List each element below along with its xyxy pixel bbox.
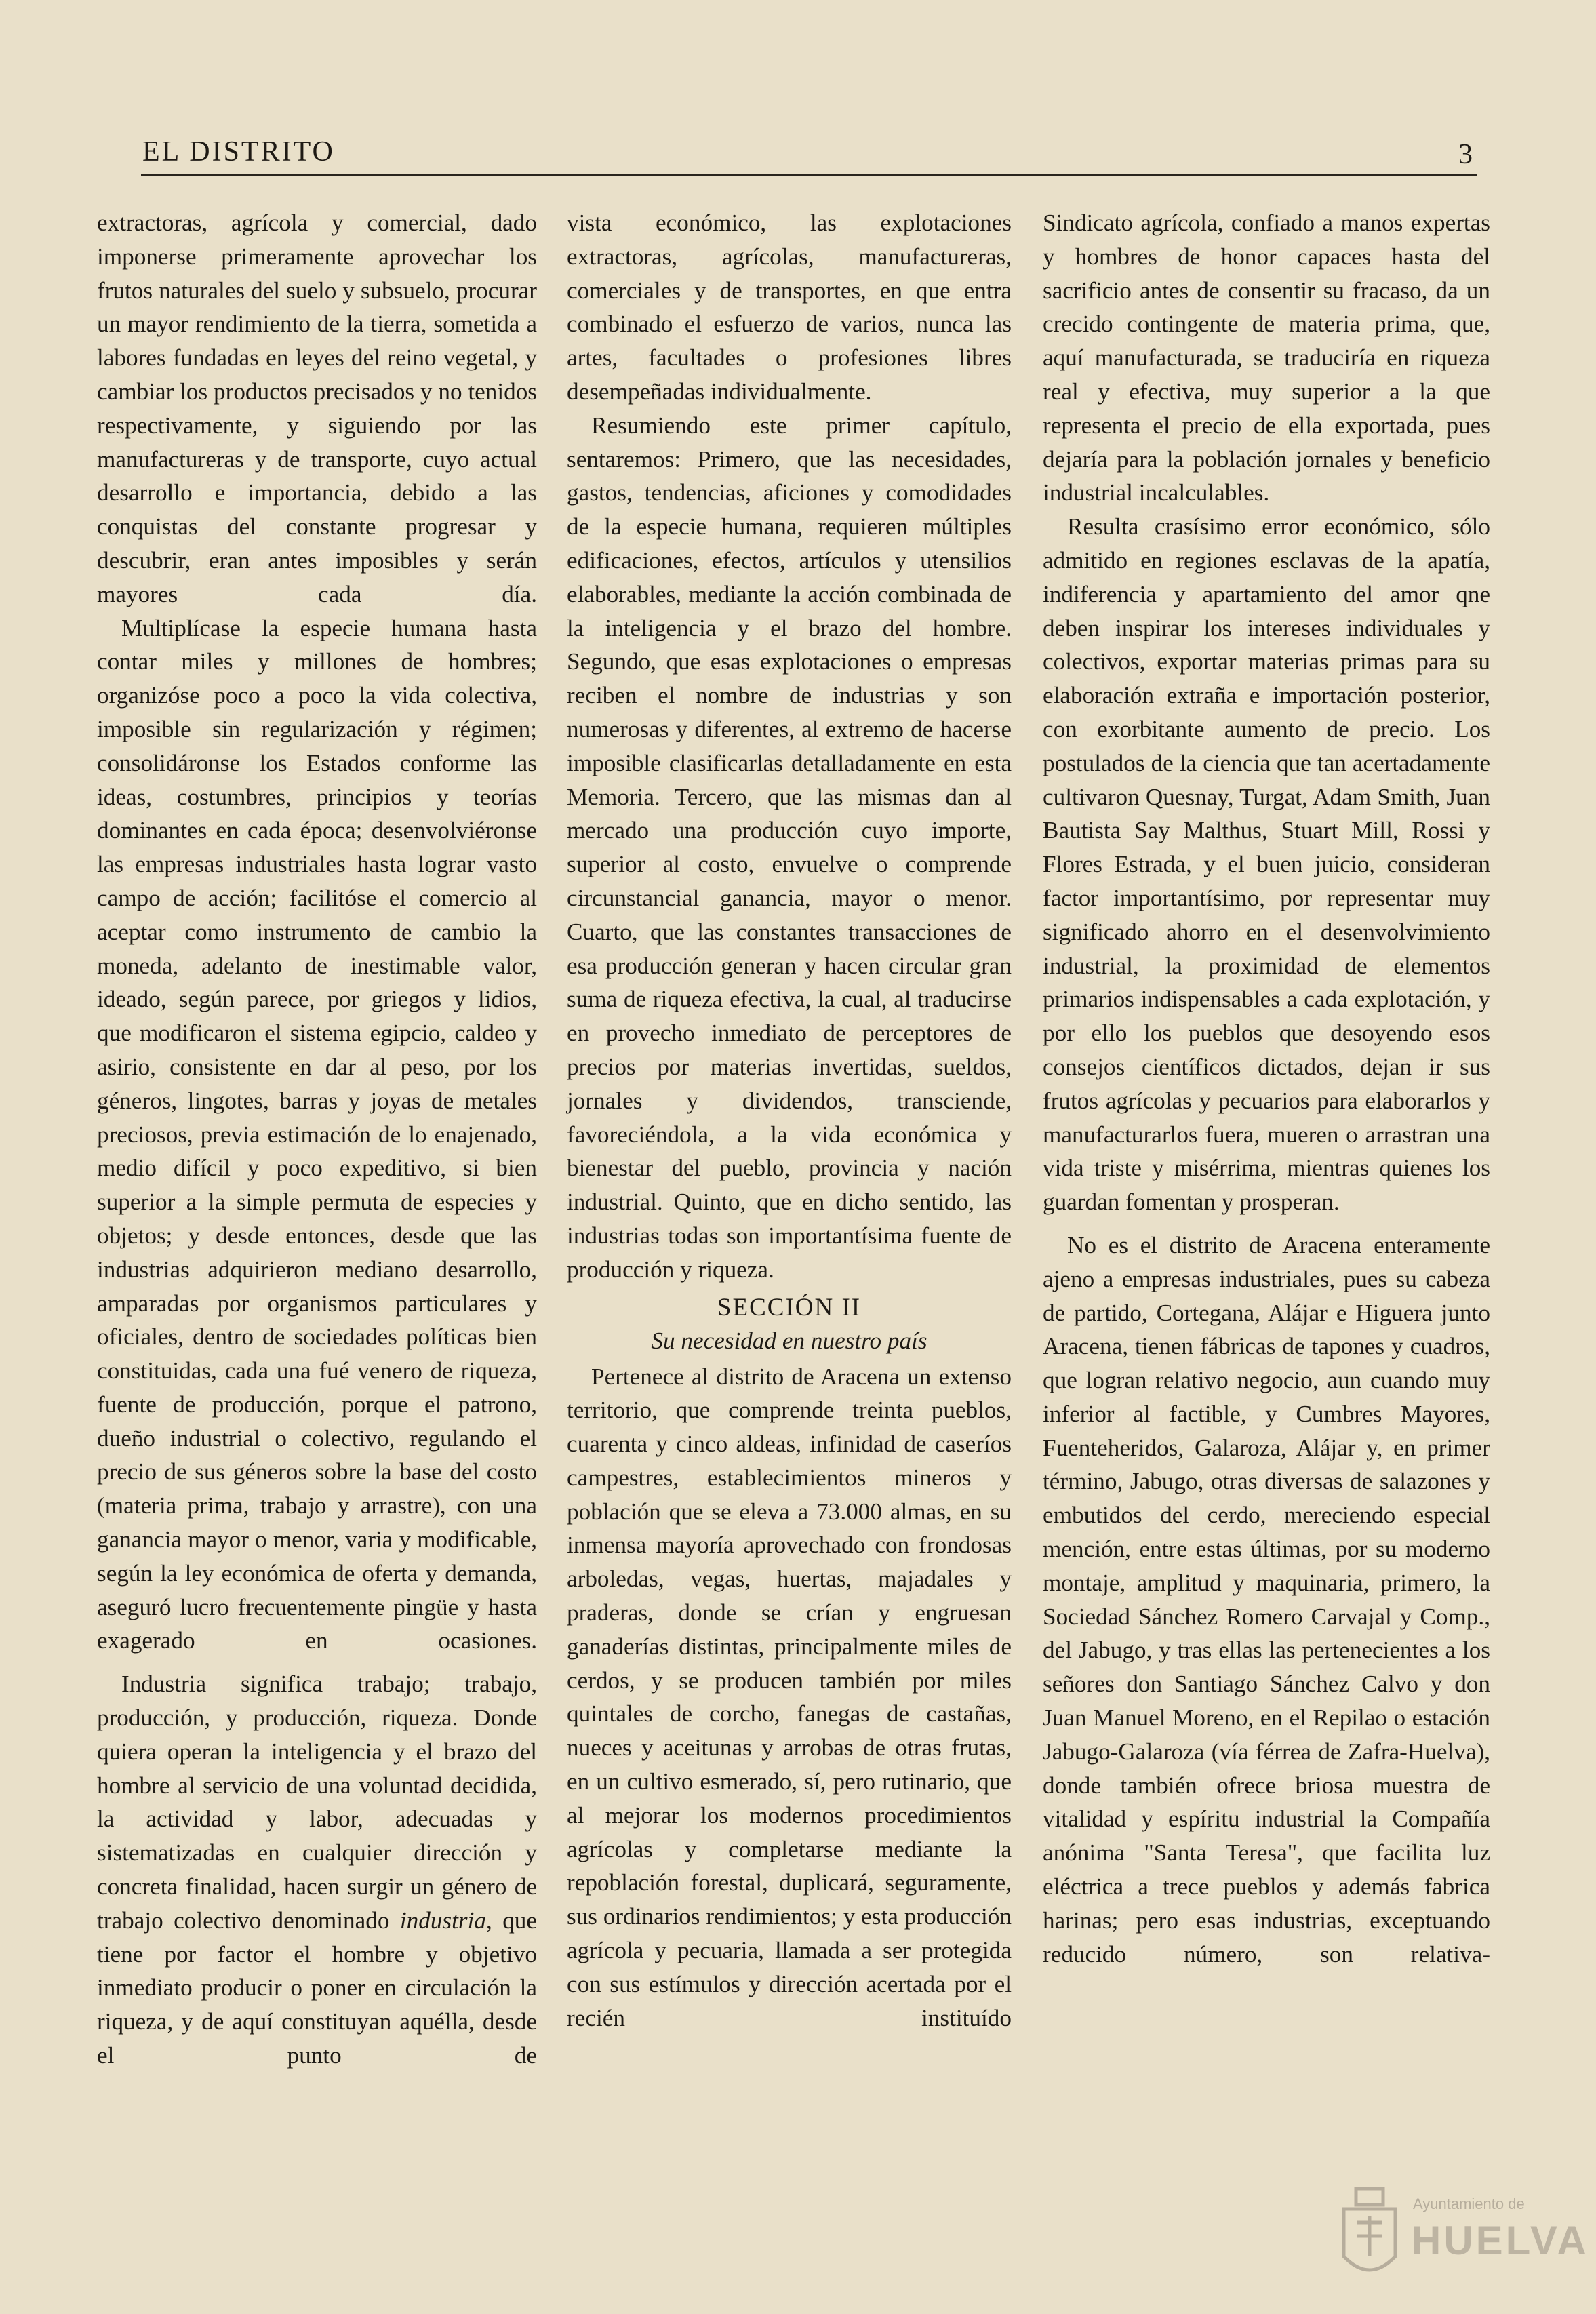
paragraph: vista económico, las explotaciones extractoras, agrícolas, manufactureras, comerciales y de transportes, en que entra combinado el esfuerzo de varios, nunca las artes, facultades o profesiones libres desempeñadas individualmente.	[567, 210, 1012, 405]
paragraph: extractoras, agrícola y comercial, dado imponerse primeramente aprovechar los frutos naturales del suelo y subsuelo, procurar un mayor rendimiento de la tierra, sometida a labores fundadas en leyes del reino vegetal, y cambiar los productos precisados y no tenidos respectivamente, y siguiendo por las manufactureras y de transporte, cuyo actual desarrollo e importancia, debido a las conquistas del constante progresar y descubrir, eran antes imposibles y serán mayores cada día.	[97, 210, 537, 607]
text-column-2	[567, 206, 1012, 2035]
paragraph-text: , que tiene por factor el hombre y objetivo inmediato producir o poner en circulación la riqueza, y de aquí constituyan aquélla, desde el punto de	[97, 1907, 537, 2069]
paragraph-text: Industria significa trabajo; trabajo, producción, y producción, riqueza. Donde quiera operan la inteligencia y el brazo del hombre al servicio de una voluntad decidida, la actividad y labor, adecuadas y sistematizadas en cualquier dirección y concreta finalidad, hacen surgir un género de trabajo colectivo denominado	[97, 1671, 537, 1934]
running-title: EL DISTRITO	[142, 136, 335, 167]
watermark-logo	[1337, 2170, 1589, 2305]
paragraph	[97, 1667, 537, 2073]
page-number: 3	[1458, 139, 1473, 170]
paragraph: Sindicato agrícola, confiado a manos expertas y hombres de honor capaces hasta del sacrificio antes de consentir su fracaso, da un crecido contingente de materia prima, que, aquí manufacturada, se traduciría en riqueza real y efectiva, muy superior a la que representa el precio de ella exportada, pues dejaría para la población jornales y beneficio industrial incalculables.	[1043, 210, 1490, 506]
paragraph: Resumiendo este primer capítulo, sentaremos: Primero, que las necesidades, gastos, tendencias, aficiones y comodidades de la especie humana, requieren múltiples edificaciones, efectos, artículos y utensilios elaborables, mediante la acción combinada de la inteligencia y el brazo del hombre. Segundo, que esas explotaciones o empresas reciben el nombre de industrias y son numerosas y diferentes, al extremo de hacerse imposible clasificarlas detalladamente en esta Memoria. Tercero, que las mismas dan al mercado una producción cuyo importe, superior al costo, envuelve o comprende circunstancial ganancia, mayor o menor. Cuarto, que las constantes transacciones de esa producción generan y hacen circular gran suma de riqueza efectiva, la cual, al traducirse en provecho inmediato de perceptores de precios por materias invertidas, sueldos, jornales y dividendos, transciende, favoreciéndola, a la vida económica y bienestar del pueblo, provincia y nación industrial. Quinto, que en dicho sentido, las industrias todas son importantísima fuente de producción y riqueza.	[567, 412, 1012, 1283]
text-column-1	[97, 206, 537, 2073]
watermark-text-main: HUELVA	[1412, 2218, 1589, 2263]
paragraph: Resulta crasísimo error económico, sólo admitido en regiones esclavas de la apatía, indiferencia y apartamiento del amor qne deben inspirar los intereses individuales y colectivos, exportar materias primas para su elaboración extraña e importación posterior, con exorbitante aumento de precio. Los postulados de la ciencia que tan acertadamente cultivaron Quesnay, Turgat, Adam Smith, Juan Bautista Say Malthus, Stuart Mill, Rossi y Flores Estrada, y el buen juicio, consideran factor importantísimo, por representar muy significado ahorro en el desenvolvimiento industrial, la proximidad de elementos primarios indispensables a cada explotación, y por ello los pueblos que desoyendo esos consejos científicos dictados, dejan ir sus frutos agrícolas y pecuarios para elaborarlos y manufacturarlos fuera, mueren o arrastran una vida triste y misérrima, mientras quienes los guardan fomentan y prosperan.	[1043, 513, 1490, 1216]
coat-of-arms-icon	[1337, 2182, 1402, 2283]
watermark-text-top: Ayuntamiento de	[1413, 2195, 1525, 2212]
italic-term: industria	[399, 1907, 486, 1934]
section-subtitle: Su necesidad en nuestro país	[651, 1327, 927, 1354]
paragraph: Pertenece al distrito de Aracena un extenso territorio, que comprende treinta pueblos, cuarenta y cinco aldeas, infinidad de caseríos campestres, establecimientos mineros y población que se eleva a 73.000 almas, en su inmensa mayoría aprovechado con frondosas arboledas, vegas, huertas, majadales y praderas, donde se crían y engruesan ganaderías distintas, principalmente miles de cerdos, y se producen también por miles quintales de corcho, fanegas de castañas, nueces y aceitunas y arrobas de otras frutas, en un cultivo esmerado, sí, pero rutinario, que al mejorar los modernos procedimientos agrícolas y completarse mediante la repoblación forestal, duplicará, seguramente, sus ordinarios rendimientos; y esta producción agrícola y pecuaria, llamada a ser protegida con sus estímulos y dirección acertada por el recién instituído	[567, 1363, 1012, 2031]
page-header	[141, 133, 1477, 176]
paragraph: No es el distrito de Aracena enteramente ajeno a empresas industriales, pues su cabeza de partido, Cortegana, Alájar e Higuera junto Aracena, tienen fábricas de tapones y cuadros, que logran relativo negocio, aun cuando muy inferior al factible, y Cumbres Mayores, Fuenteheridos, Galaroza, Alájar y, en primer término, Jabugo, otras diversas de salazones y embutidos del cerdo, mereciendo especial mención, entre estas últimas, por su moderno montaje, amplitud y maquinaria, primero, la Sociedad Sánchez Romero Carvajal y Comp., del Jabugo, y tras ellas las pertenecientes a los señores don Santiago Sánchez Calvo y don Juan Manuel Moreno, en el Repilao o estación Jabugo-Galaroza (vía férrea de Zafra-Huelva), donde también ofrece briosa muestra de vitalidad y espíritu industrial la Compañía anónima "Santa Teresa", que facilita luz eléctrica a trece pueblos y además fabrica harinas; pero esas industrias, exceptuando reducido número, son relativa-	[1043, 1231, 1490, 1968]
paragraph: Multiplícase la especie humana hasta contar miles y millones de hombres; organizóse poco a poco la vida colectiva, imposible sin regularización y régimen; consolidáronse los Estados conforme las ideas, costumbres, principios y teorías dominantes en cada época; desenvolviéronse las empresas industriales hasta lograr vasto campo de acción; facilitóse el comercio al aceptar como instrumento de cambio la moneda, adelanto de inestimable valor, ideado, según parece, por griegos y lidios, que modificaron el sistema egipcio, caldeo y asirio, consistente en dar al peso, por los géneros, lingotes, barras y joyas de metales preciosos, previa estimación de lo enajenado, medio difícil y poco expeditivo, si bien superior a la simple permuta de especies y objetos; y desde entonces, desde que las industrias adquirieron mediano desarrollo, amparadas por organismos particulares y oficiales, dentro de sociedades políticas bien constituidas, cada una fué venero de riqueza, fuente de producción, porque el patrono, dueño industrial o colectivo, regulando el precio de sus géneros sobre la base del costo (materia prima, trabajo y arrastre), con una ganancia mayor o menor, varia y modificable, según la ley económica de oferta y demanda, aseguró lucro frecuentemente pingüe y hasta exagerado en ocasiones.	[97, 614, 537, 1654]
section-title: SECCIÓN II	[717, 1293, 862, 1321]
text-column-3	[1043, 206, 1490, 1971]
